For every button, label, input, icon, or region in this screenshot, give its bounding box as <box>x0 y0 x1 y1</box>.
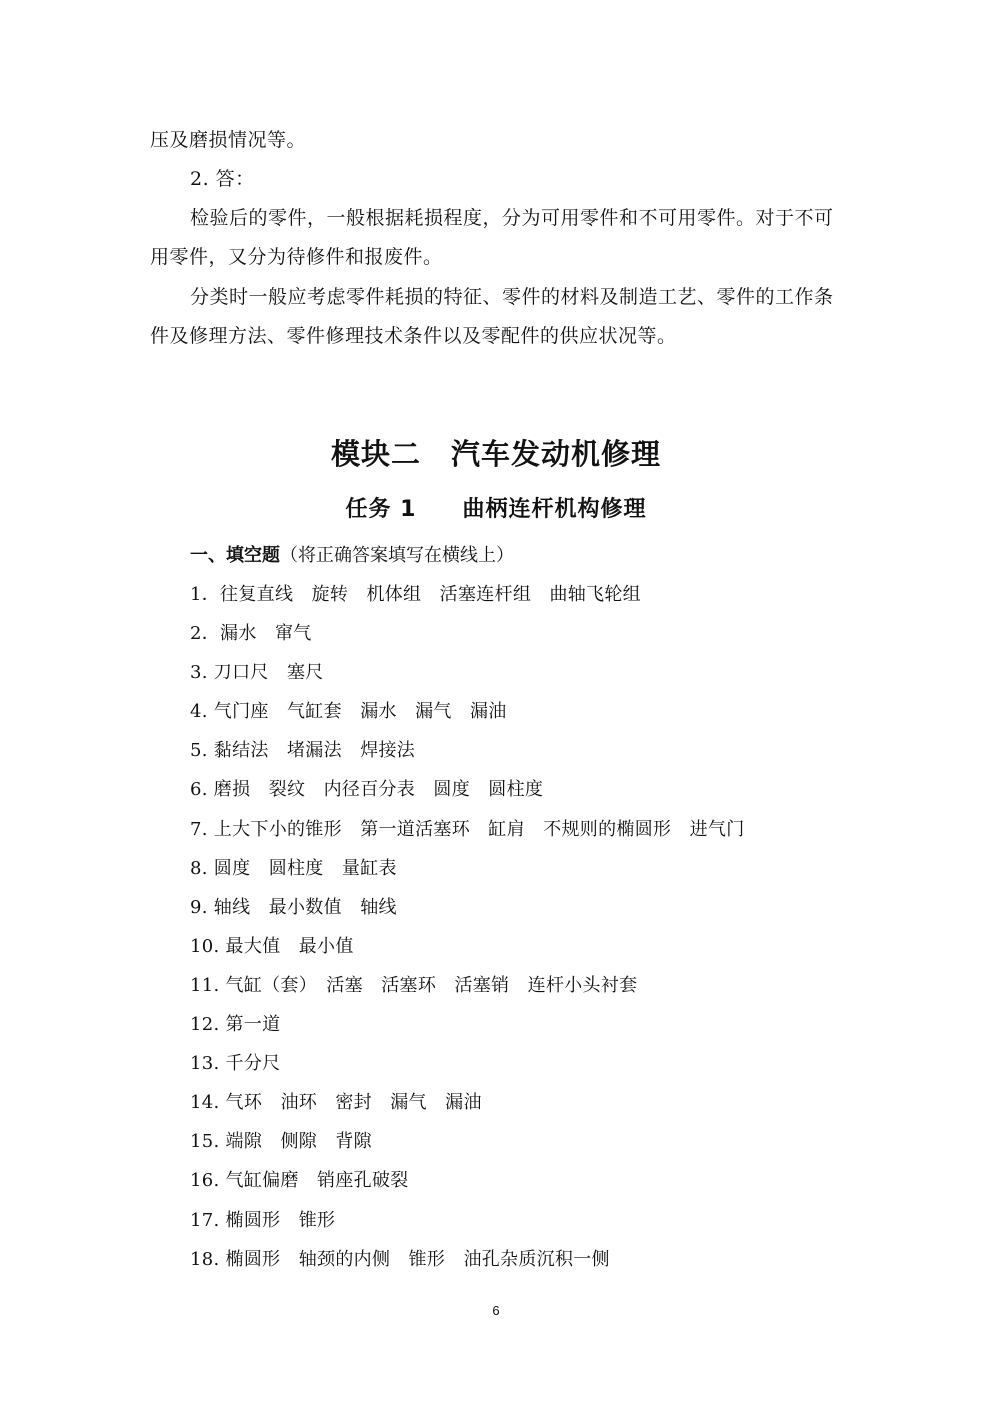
paragraph-line: 检验后的零件，一般根据耗损程度，分为可用零件和不可用零件。对于不可 <box>190 207 834 229</box>
answer-item: 9. 轴线 最小数值 轴线 <box>190 896 397 918</box>
task-title: 任务 1 曲柄连杆机构修理 <box>345 497 647 522</box>
page-number: 6 <box>492 1303 500 1318</box>
answer-item: 11. 气缸（套） 活塞 活塞环 活塞销 连杆小头衬套 <box>190 974 638 996</box>
answer-item: 8. 圆度 圆柱度 量缸表 <box>190 857 397 879</box>
answer-item: 10. 最大值 最小值 <box>190 935 354 957</box>
paragraph-line: 用零件，又分为待修件和报废件。 <box>150 246 443 268</box>
answer-2-label <box>150 160 850 199</box>
answer-2-paragraph-2 <box>150 278 850 356</box>
continuation-paragraph <box>150 121 850 160</box>
module-title: 模块二 汽车发动机修理 <box>330 437 661 471</box>
answer-item: 12. 第一道 <box>190 1014 281 1036</box>
answer-item: 15. 端隙 侧隙 背隙 <box>190 1131 372 1153</box>
answer-item: 13. 千分尺 <box>190 1053 281 1075</box>
answer-2-paragraph-1 <box>150 199 850 277</box>
answer-list <box>190 575 745 1279</box>
answer-item: 16. 气缸偏磨 销座孔破裂 <box>190 1170 409 1192</box>
answer-item: 4. 气门座 气缸套 漏水 漏气 漏油 <box>190 701 507 723</box>
answer-item: 14. 气环 油环 密封 漏气 漏油 <box>190 1092 482 1114</box>
paragraph-line: 2. 答： <box>190 168 255 190</box>
answer-item: 18. 椭圆形 轴颈的内侧 锥形 油孔杂质沉积一侧 <box>190 1248 610 1270</box>
section-heading <box>190 538 514 574</box>
answer-item: 17. 椭圆形 锥形 <box>190 1209 336 1231</box>
paragraph-line: 分类时一般应考虑零件耗损的特征、零件的材料及制造工艺、零件的工作条 <box>190 286 834 308</box>
answer-item: 7. 上大下小的锥形 第一道活塞环 缸肩 不规则的椭圆形 进气门 <box>190 818 745 840</box>
paragraph-line: 件及修理方法、零件修理技术条件以及零配件的供应状况等。 <box>150 325 677 347</box>
answer-item: 1．往复直线 旋转 机体组 活塞连杆组 曲轴飞轮组 <box>190 584 641 605</box>
section-heading-label: 一、填空题 <box>190 545 280 566</box>
paragraph-line: 压及磨损情况等。 <box>150 129 307 151</box>
answer-item: 6. 磨损 裂纹 内径百分表 圆度 圆柱度 <box>190 779 544 801</box>
answer-item: 3. 刀口尺 塞尺 <box>190 662 324 684</box>
answer-item: 2．漏水 窜气 <box>190 623 312 645</box>
section-heading-note: （将正确答案填写在横线上） <box>280 545 514 566</box>
answer-item: 5. 黏结法 堵漏法 焊接法 <box>190 740 416 762</box>
